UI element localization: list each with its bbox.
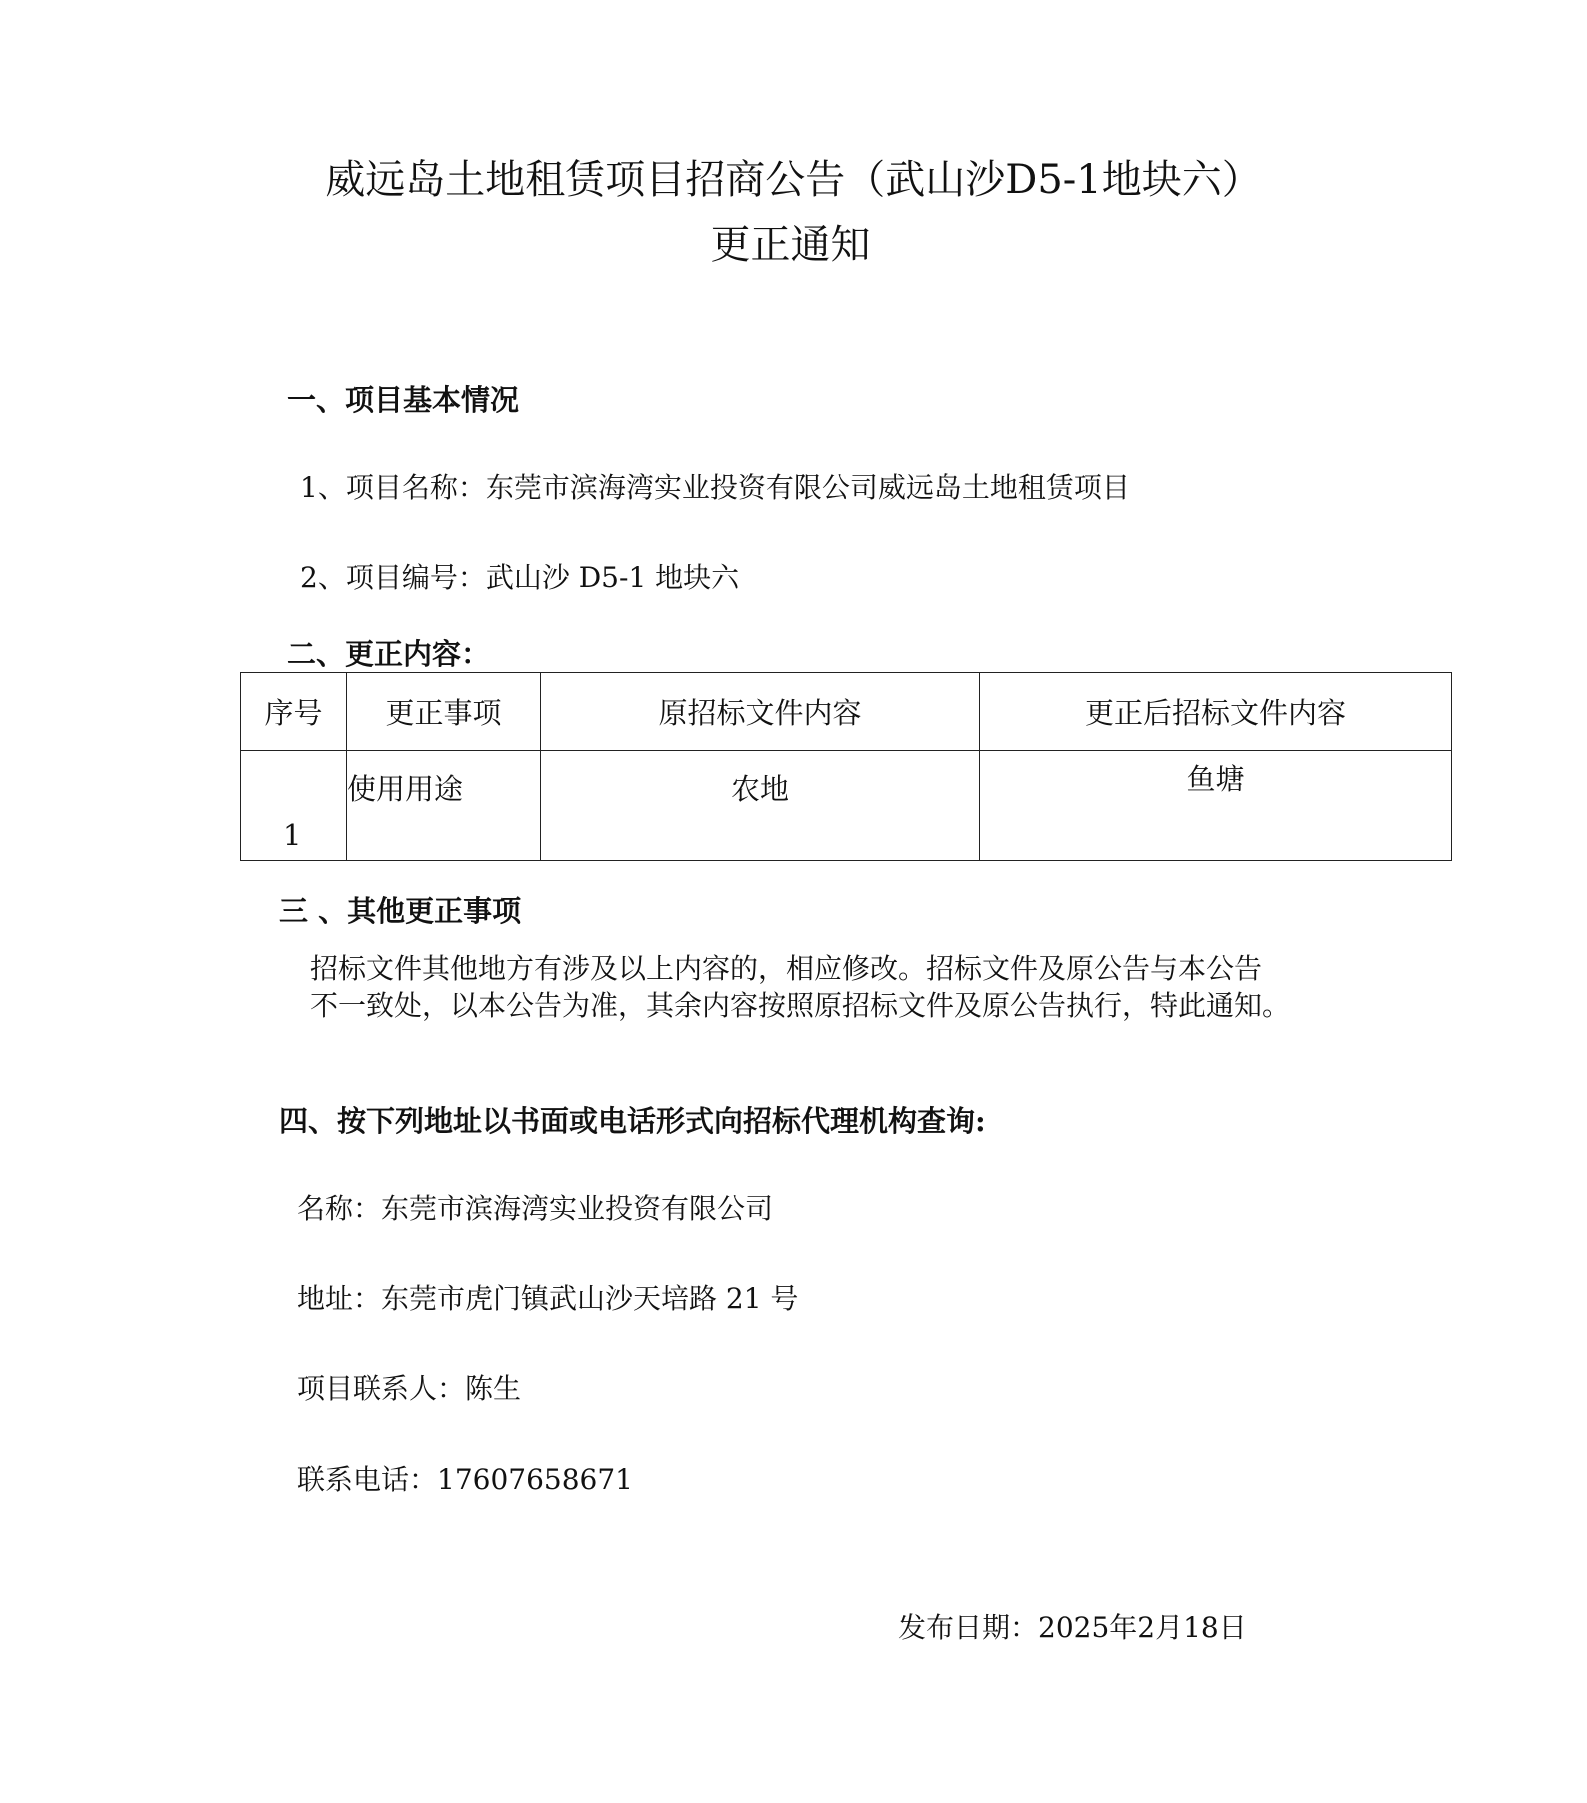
header-original: 原招标文件内容: [541, 673, 980, 751]
section3-heading: 三 、其他更正事项: [279, 894, 522, 928]
cell-seq: 1: [241, 751, 347, 861]
section3-text-line2: 不一致处，以本公告为准，其余内容按照原招标文件及原公告执行，特此通知。: [310, 989, 1291, 1022]
contact-person-line: 项目联系人：陈生: [297, 1372, 522, 1405]
section2-heading: 二、更正内容：: [287, 637, 491, 671]
cell-corrected: 鱼塘: [980, 751, 1452, 861]
document-title-line2: 更正通知: [710, 222, 871, 268]
project-number-line: 2、项目编号：武山沙 D5-1 地块六: [300, 561, 740, 594]
section3-text-line1: 招标文件其他地方有涉及以上内容的，相应修改。招标文件及原公告与本公告: [310, 952, 1263, 985]
document-title-line1: 威远岛土地租赁项目招商公告（武山沙D5-1地块六）: [325, 157, 1262, 203]
table-row: [241, 751, 1452, 861]
cell-item: 使用用途: [347, 751, 541, 861]
section1-heading: 一、项目基本情况: [287, 383, 520, 417]
contact-address-line: 地址：东莞市虎门镇武山沙天培路 21 号: [297, 1282, 799, 1315]
cell-original: 农地: [541, 751, 980, 861]
correction-table: [240, 672, 1452, 861]
publish-date: 发布日期：2025年2月18日: [898, 1611, 1247, 1644]
header-corrected: 更正后招标文件内容: [980, 673, 1452, 751]
table-header-row: [241, 673, 1452, 751]
contact-name-line: 名称：东莞市滨海湾实业投资有限公司: [297, 1192, 774, 1225]
section4-heading: 四、按下列地址以书面或电话形式向招标代理机构查询:: [279, 1104, 986, 1138]
contact-phone-line: 联系电话：17607658671: [297, 1463, 633, 1496]
project-name-line: 1、项目名称：东莞市滨海湾实业投资有限公司威远岛土地租赁项目: [300, 471, 1130, 504]
header-seq: 序号: [241, 673, 347, 751]
header-item: 更正事项: [347, 673, 541, 751]
